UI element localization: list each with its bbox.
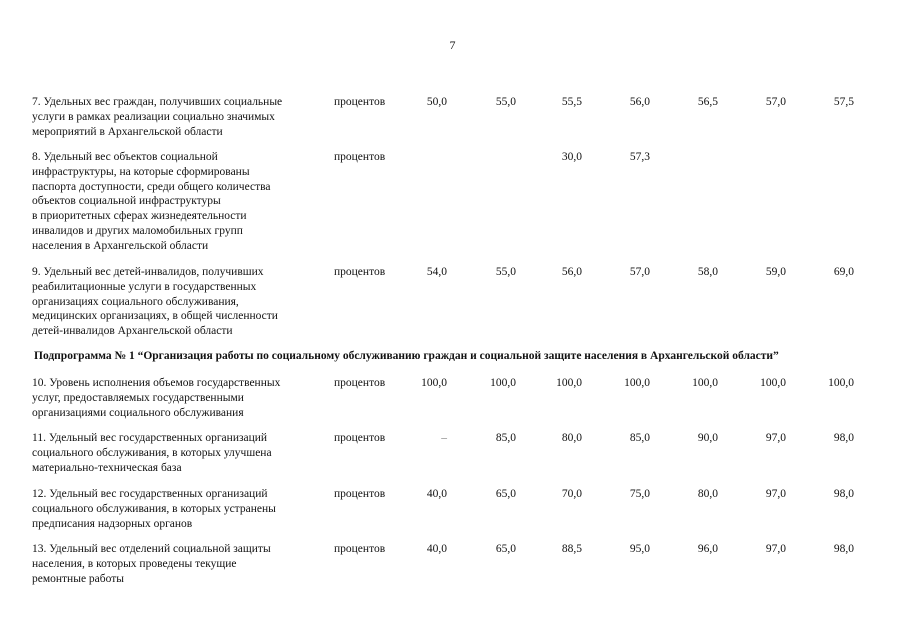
indicator-name-line: организациями социального обслуживания xyxy=(32,406,244,419)
indicator-name-line: 13. Удельный вес отделений социальной защиты xyxy=(32,543,271,555)
indicator-name-line: объектов социальной инфраструктуры xyxy=(32,195,221,208)
value-cell: 55,0 xyxy=(495,96,516,108)
indicator-name-line: инвалидов и других маломобильных групп xyxy=(32,224,243,237)
value-cell: 56,5 xyxy=(697,96,718,108)
indicator-name-line: социального обслуживания, в которых улучшена xyxy=(32,446,272,459)
value-cell: 30,0 xyxy=(561,151,582,163)
value-cell: 80,0 xyxy=(697,488,718,500)
value-cell: 96,0 xyxy=(697,543,718,555)
unit-cell: процентов xyxy=(334,266,386,278)
indicator-name-line: населения в Архангельской области xyxy=(32,239,209,252)
value-cell: 98,0 xyxy=(833,432,854,444)
value-cell: 59,0 xyxy=(765,266,786,278)
indicator-name-line: ремонтные работы xyxy=(32,572,124,585)
unit-cell: процентов xyxy=(334,488,386,500)
value-cell: 58,0 xyxy=(697,266,718,278)
indicator-name xyxy=(32,487,322,531)
value-cell: 98,0 xyxy=(833,543,854,555)
value-cell: 100,0 xyxy=(760,377,786,389)
value-cell: 97,0 xyxy=(765,488,786,500)
indicator-name xyxy=(32,542,322,586)
value-cell: 65,0 xyxy=(495,488,516,500)
indicator-name xyxy=(32,431,322,475)
indicator-name-line: мероприятий в Архангельской области xyxy=(32,125,223,138)
indicator-name-line: паспорта доступности, среди общего количества xyxy=(32,180,271,193)
value-cell: 100,0 xyxy=(692,377,718,389)
indicator-name-line: детей-инвалидов Архангельской области xyxy=(32,325,233,338)
value-cell: 57,0 xyxy=(765,96,786,108)
indicator-name-line: предписания надзорных органов xyxy=(32,517,193,530)
unit-cell: процентов xyxy=(334,151,386,163)
value-cell: 100,0 xyxy=(556,377,582,389)
unit-cell: процентов xyxy=(334,543,386,555)
value-cell: 100,0 xyxy=(828,377,854,389)
value-cell: 100,0 xyxy=(421,377,447,389)
value-cell: 57,5 xyxy=(833,96,854,108)
indicator-name-line: инфраструктуры, на которые сформированы xyxy=(32,165,250,178)
value-cell: – xyxy=(441,432,447,444)
indicator-name xyxy=(32,376,322,420)
indicator-name-line: реабилитационные услуги в государственных xyxy=(32,280,257,293)
value-cell: 95,0 xyxy=(629,543,650,555)
value-cell: 97,0 xyxy=(765,543,786,555)
unit-cell: процентов xyxy=(334,432,386,444)
unit-cell: процентов xyxy=(334,377,386,389)
unit-cell: процентов xyxy=(334,96,386,108)
indicator-name-line: социального обслуживания, в которых устранены xyxy=(32,502,276,515)
value-cell: 70,0 xyxy=(561,488,582,500)
value-cell: 98,0 xyxy=(833,488,854,500)
value-cell: 56,0 xyxy=(561,266,582,278)
subprogram-heading: Подпрограмма № 1 “Организация работы по социальному обслуживанию граждан и социальной защите населения в Архангельской области” xyxy=(34,350,779,362)
value-cell: 85,0 xyxy=(629,432,650,444)
value-cell: 55,5 xyxy=(561,96,582,108)
indicator-name-line: 12. Удельный вес государственных организаций xyxy=(32,488,268,500)
indicator-name xyxy=(32,265,322,339)
indicator-name-line: 11. Удельный вес государственных организаций xyxy=(32,432,268,444)
value-cell: 40,0 xyxy=(426,488,447,500)
value-cell: 75,0 xyxy=(629,488,650,500)
value-cell: 57,3 xyxy=(629,151,650,163)
indicator-name-line: 10. Уровень исполнения объемов государственных xyxy=(32,377,281,389)
indicator-name-line: материально-техническая база xyxy=(32,461,182,474)
indicator-name-line: услуг, предоставляемых государственными xyxy=(32,391,244,404)
value-cell: 80,0 xyxy=(561,432,582,444)
value-cell: 69,0 xyxy=(833,266,854,278)
indicator-name xyxy=(32,150,322,254)
value-cell: 55,0 xyxy=(495,266,516,278)
value-cell: 40,0 xyxy=(426,543,447,555)
indicator-name-line: 9. Удельный вес детей-инвалидов, получивших xyxy=(32,266,264,278)
value-cell: 50,0 xyxy=(426,96,447,108)
value-cell: 56,0 xyxy=(629,96,650,108)
indicator-name-line: в приоритетных сферах жизнедеятельности xyxy=(32,210,247,223)
value-cell: 90,0 xyxy=(697,432,718,444)
indicator-name xyxy=(32,95,322,139)
indicator-name-line: медицинских организациях, в общей численности xyxy=(32,310,278,323)
indicator-name-line: населения, в которых проведены текущие xyxy=(32,557,237,570)
value-cell: 57,0 xyxy=(629,266,650,278)
value-cell: 100,0 xyxy=(490,377,516,389)
page-number: 7 xyxy=(449,38,456,52)
value-cell: 85,0 xyxy=(495,432,516,444)
indicator-name-line: услуги в рамках реализации социально значимых xyxy=(32,110,275,123)
value-cell: 88,5 xyxy=(561,543,582,555)
value-cell: 54,0 xyxy=(426,266,447,278)
indicator-name-line: организациях социального обслуживания, xyxy=(32,295,239,308)
indicator-name-line: 7. Удельных вес граждан, получивших социальные xyxy=(32,96,283,108)
value-cell: 100,0 xyxy=(624,377,650,389)
indicator-name-line: 8. Удельный вес объектов социальной xyxy=(32,151,218,163)
value-cell: 97,0 xyxy=(765,432,786,444)
value-cell: 65,0 xyxy=(495,543,516,555)
